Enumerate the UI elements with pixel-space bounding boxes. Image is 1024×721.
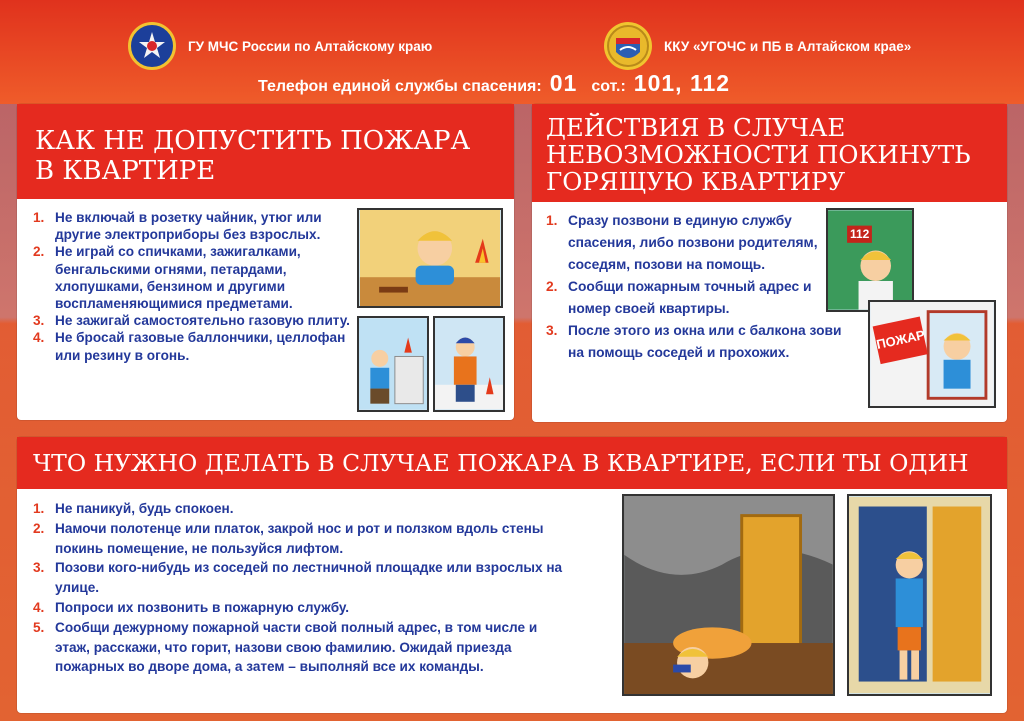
boy-matches-image [359, 210, 501, 306]
illustration-boy-matches [357, 208, 503, 308]
list-item: 1. Не включай в розетку чайник, утюг или другие электроприборы без взрослых. [33, 210, 322, 243]
list-item: 2. Не играй со спичками, зажигалками, бенгальскими огнями, петардами, хлопушками, бензином и другими воспламеняющимися предметами. [33, 244, 301, 312]
phone-mobile: 101, 112 [633, 70, 731, 96]
mchs-emblem-icon [128, 22, 176, 70]
list-item: 1. Сразу позвони в единую службу спасения, либо позвони родителям, соседям, позови на помощь. [546, 213, 818, 272]
sign-pozhar: ПОЖАР [874, 327, 927, 352]
panel-prevent-fire [17, 104, 514, 420]
phone-label: Телефон единой службы спасения: [258, 78, 542, 95]
boy-elevator-image [849, 496, 990, 694]
list-item: 5. Сообщи дежурному пожарной части свой полный адрес, в том числе и этаж, расскажи, что горит, назови свою фамилию. Ожидай приезда пожарных во дворе дома, а затем – выполняй все их команды. [33, 619, 538, 675]
illustration-boy-stove [357, 316, 429, 412]
prevent-fire-list [33, 209, 363, 364]
header [0, 0, 1024, 104]
mchs-star-icon [133, 27, 171, 65]
panel-prevent-fire-title: КАК НЕ ДОПУСТИТЬ ПОЖАРА В КВАРТИРЕ [17, 104, 514, 199]
boy-stove-image [359, 318, 427, 410]
org-right-name: ККУ «УГОЧС и ПБ в Алтайском крае» [664, 38, 912, 54]
illustration-boy-crawling [622, 494, 835, 696]
list-item: 1. Не паникуй, будь спокоен. [33, 501, 234, 516]
list-item: 3. После этого из окна или с балкона зови на помощь соседей и прохожих. [546, 323, 842, 360]
badge-112: 112 [850, 227, 870, 241]
phone-mobile-label: сот.: [591, 78, 626, 95]
list-item: 2. Сообщи пожарным точный адрес и номер своей квартиры. [546, 279, 812, 316]
list-item: 3. Не зажигай самостоятельно газовую плиту. [33, 313, 350, 329]
org-ugochs [604, 22, 911, 70]
illustration-boy-phone [826, 208, 914, 312]
org-left-name: ГУ МЧС России по Алтайскому краю [188, 38, 433, 54]
list-item: 2. Намочи полотенце или платок, закрой нос и рот и ползком вдоль стены покинь помещение, не пользуйся лифтом. [33, 520, 544, 556]
list-item: 4. Попроси их позвонить в пожарную службу. [33, 599, 350, 615]
alone-at-fire-list [33, 499, 573, 677]
panel-cannot-leave-title: ДЕЙСТВИЯ В СЛУЧАЕ НЕВОЗМОЖНОСТИ ПОКИНУТЬ ГОРЯЩУЮ КВАРТИРУ [532, 104, 1007, 202]
illustration-boy-outdoor-fire [433, 316, 505, 412]
altai-emblem-icon [604, 22, 652, 70]
phone-line [258, 70, 730, 97]
list-item: 4. Не бросай газовые баллончики, целлофан или резину в огонь. [33, 330, 346, 363]
list-item: 3. Позови кого-нибудь из соседей по лестничной площадке или взрослых на улице. [33, 560, 563, 596]
boy-crawling-image [624, 496, 833, 694]
org-mchs [128, 22, 432, 70]
illustration-boy-elevator [847, 494, 992, 696]
altai-crest-icon [606, 24, 650, 68]
boy-outdoor-fire-image [435, 318, 503, 410]
panel-cannot-leave [532, 104, 1007, 422]
phone-main: 01 [549, 70, 578, 96]
boy-window-image [870, 302, 994, 406]
panel-alone-at-fire [17, 437, 1007, 713]
boy-phone-image [828, 210, 912, 310]
illustration-boy-window [868, 300, 996, 408]
cannot-leave-list [546, 210, 846, 364]
panel-alone-at-fire-title: ЧТО НУЖНО ДЕЛАТЬ В СЛУЧАЕ ПОЖАРА В КВАРТИРЕ, ЕСЛИ ТЫ ОДИН [17, 437, 1007, 489]
